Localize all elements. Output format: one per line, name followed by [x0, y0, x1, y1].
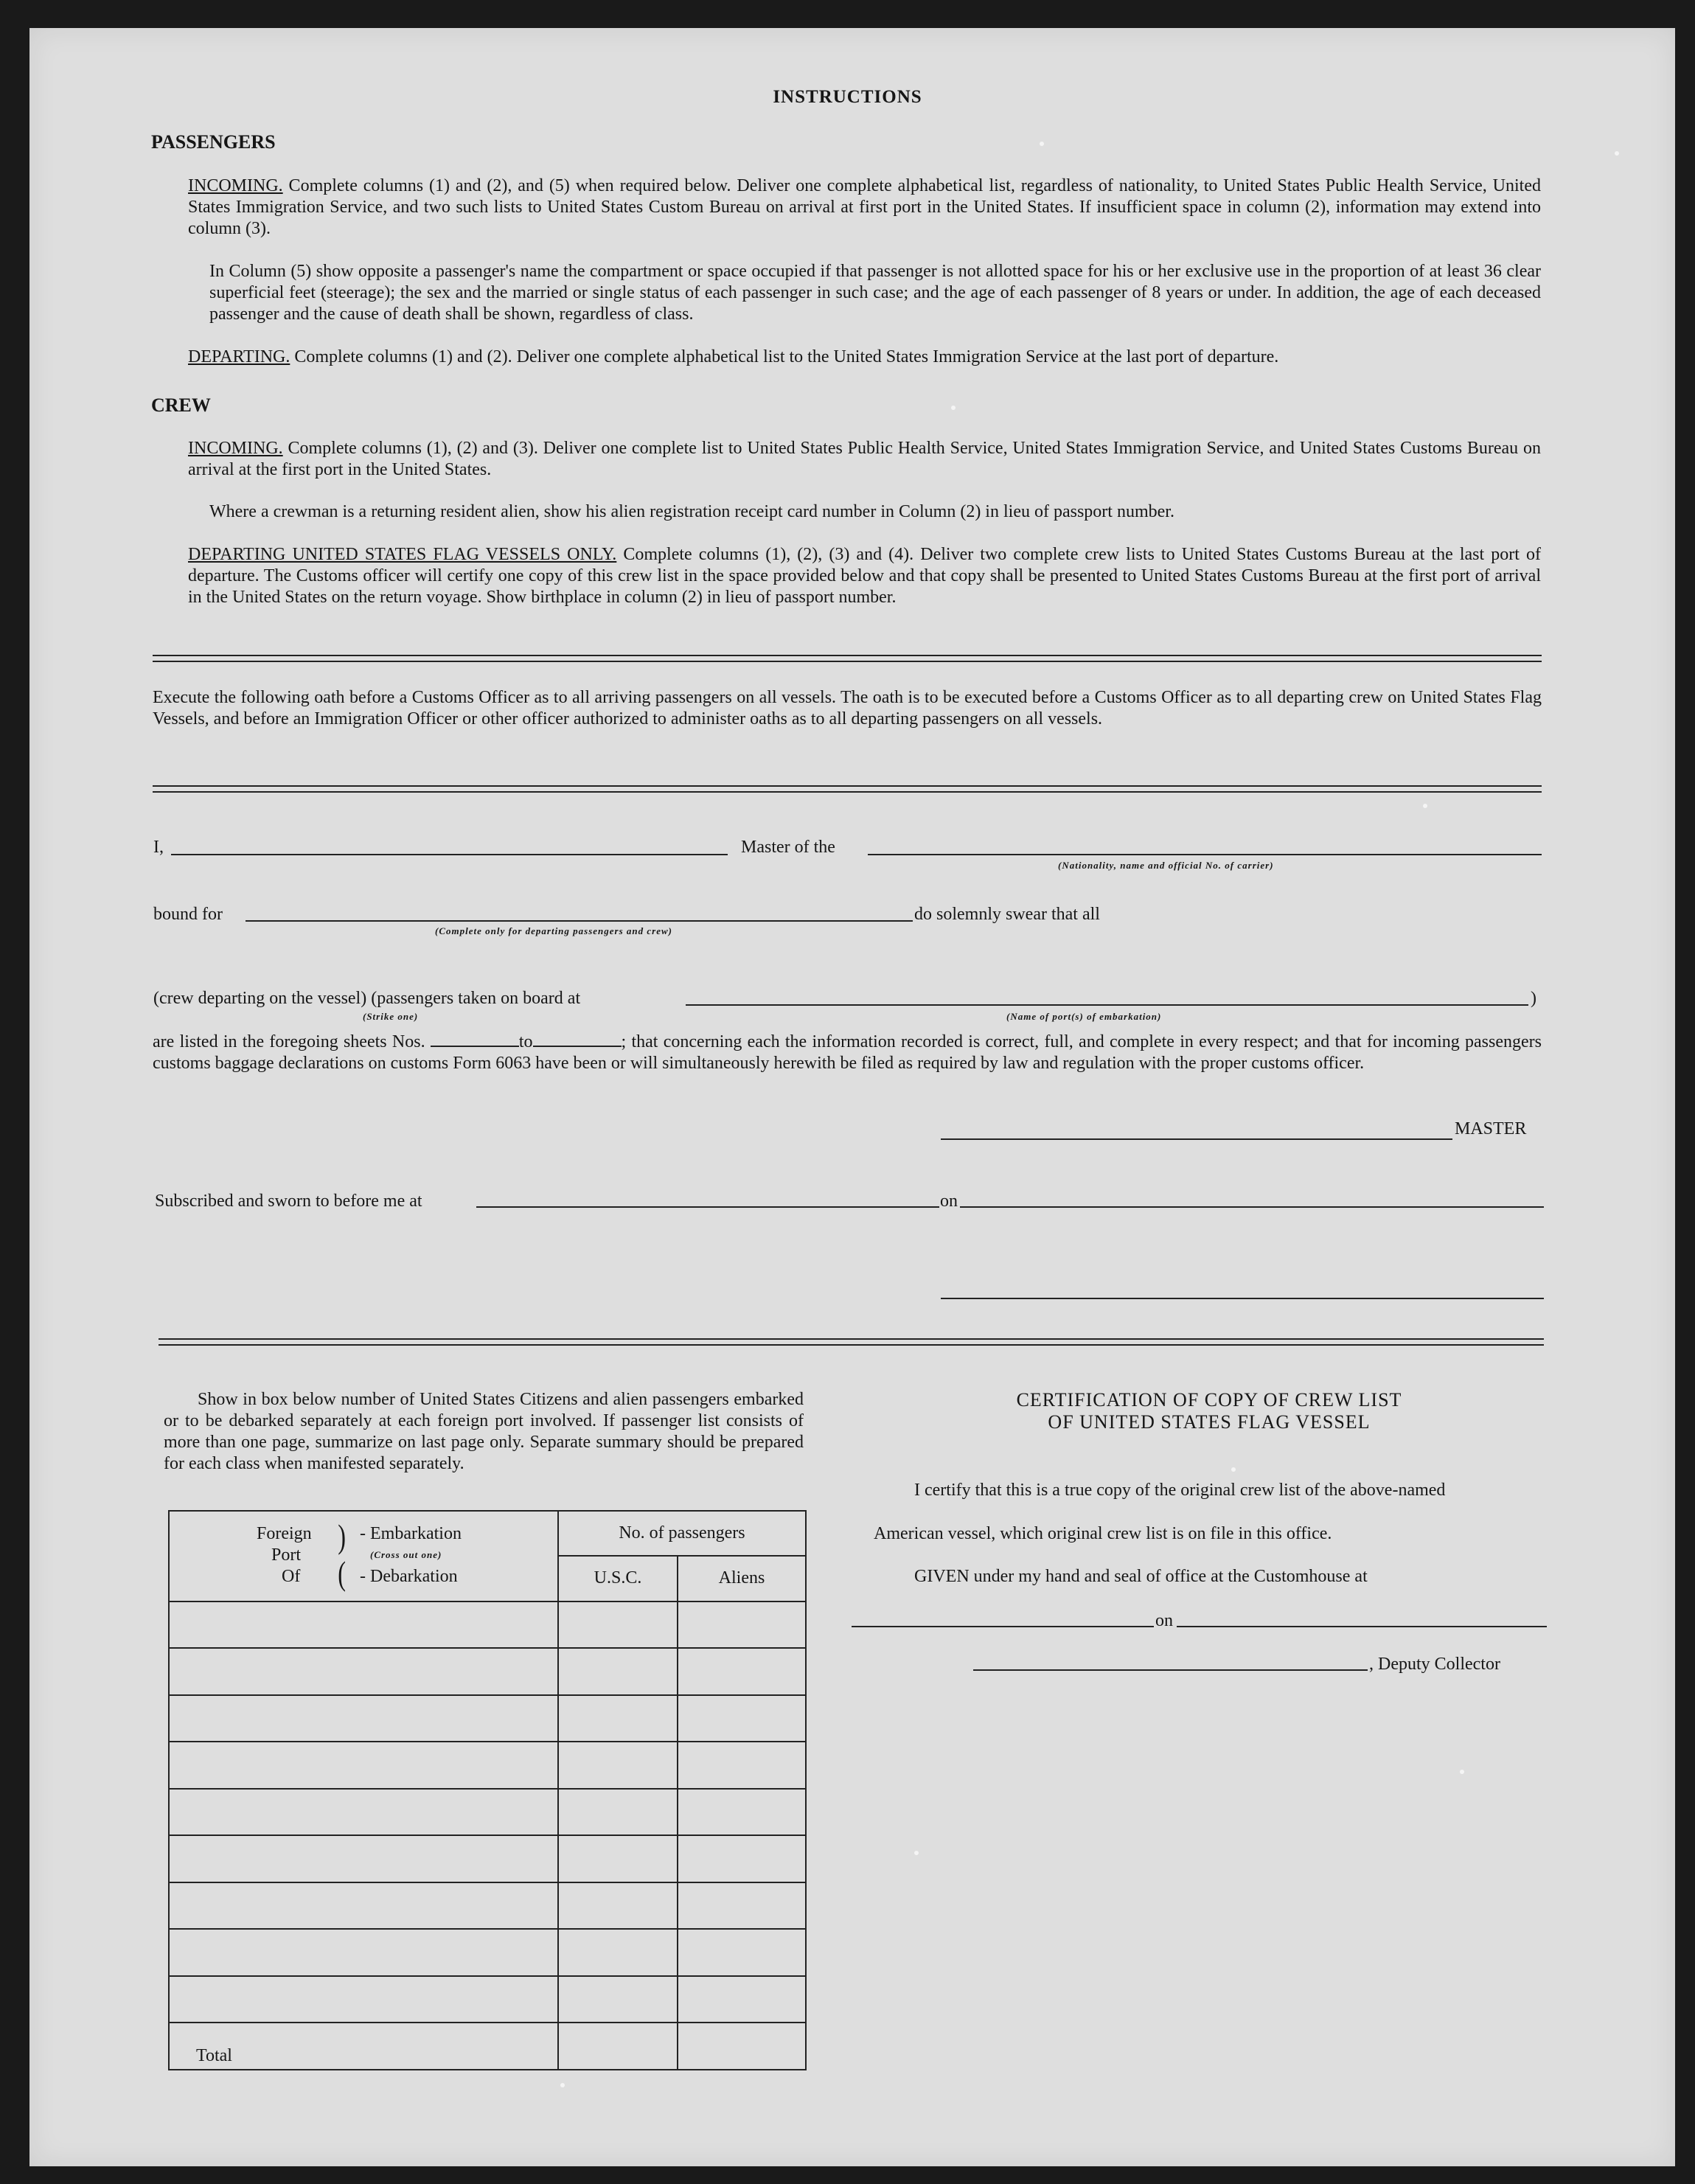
cross-out-caption: (Cross out one): [370, 1549, 442, 1561]
passengers-incoming-label: INCOMING.: [188, 176, 283, 195]
close-paren: ): [1531, 989, 1536, 1008]
port-cell[interactable]: [169, 1789, 558, 1836]
cert-on-label: on: [1155, 1611, 1173, 1630]
customhouse-field[interactable]: [852, 1626, 1154, 1627]
usc-cell[interactable]: [558, 1602, 678, 1649]
passengers-incoming-paragraph: [188, 175, 1541, 240]
usc-cell[interactable]: [558, 1929, 678, 1976]
usc-cell[interactable]: [558, 1976, 678, 2023]
passengers-departing-label: DEPARTING.: [188, 347, 290, 366]
speck: [1040, 142, 1044, 146]
certification-title-line1: CERTIFICATION OF COPY OF CREW LIST: [1016, 1389, 1402, 1411]
aliens-cell[interactable]: [678, 1602, 806, 1649]
bound-for-field[interactable]: [246, 920, 913, 922]
on-label: on: [940, 1192, 958, 1211]
divider: [153, 655, 1542, 662]
crew-incoming-text: Complete columns (1), (2) and (3). Deliver one complete list to United States Public Health Service, United States Immigration Service, and United States Customs Bureau on arrival at the first port in the United States.: [188, 439, 1541, 479]
port-cell[interactable]: [169, 1602, 558, 1649]
subscribed-label: Subscribed and sworn to before me at: [155, 1192, 422, 1211]
bound-caption: (Complete only for departing passengers and crew): [435, 925, 672, 936]
sworn-date-field[interactable]: [960, 1206, 1544, 1208]
aliens-total-cell[interactable]: [678, 2023, 806, 2070]
passengers-departing-paragraph: [188, 347, 1541, 368]
ports-field[interactable]: [686, 1004, 1528, 1006]
passenger-summary-table: [168, 1510, 807, 2070]
crew-resident-paragraph: Where a crewman is a returning resident alien, show his alien registration receipt card number in Column (2) in lieu of passport number.: [209, 502, 1174, 521]
usc-cell[interactable]: [558, 1742, 678, 1789]
crew-heading: CREW: [151, 394, 211, 416]
carrier-field[interactable]: [868, 854, 1542, 855]
port-cell[interactable]: [169, 1695, 558, 1742]
speck: [1231, 1467, 1236, 1472]
divider: [153, 785, 1542, 793]
listed-prefix: are listed in the foregoing sheets Nos.: [153, 1032, 425, 1051]
ports-caption: (Name of port(s) of embarkation): [1006, 1011, 1162, 1022]
to-label: to: [518, 1032, 533, 1051]
brace-top: ): [338, 1517, 347, 1556]
aliens-cell[interactable]: [678, 1695, 806, 1742]
crew-departing-text: Complete columns (1), (2), (3) and (4). Deliver two complete crew lists to United States Customs Bureau at the last port of departure. The Customs officer will certify one copy of this crew list in the space provided below and that copy shall be presented to United States Customs Bureau at the first port of arrival in the United States on the return voyage. Show birthplace in column (2) in lieu of passport number.: [188, 545, 1541, 607]
debarkation-label: - Debarkation: [360, 1567, 458, 1587]
of-label: Of: [282, 1567, 301, 1587]
brace-bottom: (: [338, 1554, 347, 1593]
instructions-title: INSTRUCTIONS: [773, 87, 922, 107]
port-cell[interactable]: [169, 1882, 558, 1930]
usc-cell[interactable]: [558, 1695, 678, 1742]
speck: [1423, 804, 1427, 808]
passengers-column5-paragraph: In Column (5) show opposite a passenger's name the compartment or space occupied if that passenger is not allotted space for his or her exclusive use in the proportion of at least 36 clear superficial feet (steerage); the sex and the married or single status of each passenger in such case; and the age of each passenger of 8 years or under. In addition, the age of each deceased passenger and the cause of death shall be shown, regardless of class.: [209, 262, 1541, 324]
deputy-signature-field[interactable]: [973, 1669, 1368, 1671]
deputy-collector-label: , Deputy Collector: [1369, 1655, 1500, 1674]
cert-date-field[interactable]: [1177, 1626, 1547, 1627]
i-label: I,: [153, 838, 164, 857]
aliens-cell[interactable]: [678, 1789, 806, 1836]
embarkation-label: - Embarkation: [360, 1524, 462, 1544]
aliens-cell[interactable]: [678, 1976, 806, 2023]
master-label: MASTER: [1455, 1119, 1527, 1138]
port-header-cell: [169, 1511, 558, 1602]
passengers-heading: PASSENGERS: [151, 131, 276, 153]
aliens-cell[interactable]: [678, 1648, 806, 1695]
speck: [951, 406, 956, 410]
strike-caption: (Strike one): [363, 1011, 419, 1022]
usc-cell[interactable]: [558, 1648, 678, 1695]
speck: [560, 2083, 565, 2087]
given-text: GIVEN under my hand and seal of office at the Customhouse at: [914, 1567, 1368, 1586]
passengers-departing-text: Complete columns (1) and (2). Deliver one complete alphabetical list to the United States Immigration Service at the last port of departure.: [290, 347, 1279, 366]
usc-cell[interactable]: [558, 1882, 678, 1930]
aliens-cell[interactable]: [678, 1929, 806, 1976]
crew-departing-label: (crew departing on the vessel) (passengers taken on board at: [153, 989, 581, 1008]
divider: [159, 1338, 1544, 1346]
port-cell[interactable]: [169, 1648, 558, 1695]
port-cell[interactable]: [169, 1929, 558, 1976]
carrier-caption: (Nationality, name and official No. of carrier): [1058, 860, 1274, 871]
summary-instructions: Show in box below number of United States Citizens and alien passengers embarked or to be debarked separately at each foreign port involved. If passenger list consists of more than one page, summarize on last page only. Separate summary should be prepared for each class when manifested separately.: [164, 1390, 804, 1473]
certification-title-line2: OF UNITED STATES FLAG VESSEL: [1048, 1411, 1371, 1433]
aliens-cell[interactable]: [678, 1835, 806, 1882]
officer-signature-field[interactable]: [941, 1298, 1544, 1299]
aliens-cell[interactable]: [678, 1742, 806, 1789]
crew-departing-paragraph: [188, 544, 1541, 608]
crew-incoming-paragraph: [188, 438, 1541, 481]
oath-intro: Execute the following oath before a Customs Officer as to all arriving passengers on all vessels. The oath is to be executed before a Customs Officer as to all departing crew on United States Flag Vessels, and before an Immigration Officer or other officer authorized to administer oaths as to all departing passengers on all vessels.: [153, 688, 1542, 728]
master-name-field[interactable]: [171, 854, 728, 855]
speck: [1460, 1770, 1464, 1774]
usc-cell[interactable]: [558, 1789, 678, 1836]
aliens-cell[interactable]: [678, 1882, 806, 1930]
sheet-to-field[interactable]: [533, 1031, 622, 1047]
port-cell[interactable]: [169, 1742, 558, 1789]
certification-title: [859, 1389, 1559, 1433]
swear-label: do solemnly swear that all: [914, 905, 1100, 924]
no-passengers-header: No. of passengers: [558, 1511, 806, 1556]
certify-text: I certify that this is a true copy of the original crew list of the above-named: [914, 1481, 1446, 1500]
speck: [914, 1851, 919, 1855]
usc-header: U.S.C.: [558, 1556, 678, 1601]
speck: [1615, 151, 1619, 156]
sheet-from-field[interactable]: [431, 1031, 519, 1047]
aliens-header: Aliens: [678, 1556, 806, 1601]
usc-total-cell[interactable]: [558, 2023, 678, 2070]
master-signature-field[interactable]: [941, 1138, 1452, 1140]
port-cell[interactable]: [169, 1976, 558, 2023]
sworn-place-field[interactable]: [476, 1206, 939, 1208]
american-vessel-text: American vessel, which original crew list is on file in this office.: [874, 1524, 1332, 1543]
bound-for-label: bound for: [153, 905, 223, 924]
crew-departing-label: DEPARTING UNITED STATES FLAG VESSELS ONLY.: [188, 545, 617, 564]
listed-rest: ; that concerning each the information recorded is correct, full, and complete in every respect; and that for incoming passengers customs baggage declarations on customs Form 6063 have been or will simultaneously herewith be filed as required by law and regulation with the proper customs officer.: [153, 1032, 1542, 1073]
total-cell: Total: [169, 2023, 558, 2070]
crew-incoming-label: INCOMING.: [188, 439, 283, 458]
usc-cell[interactable]: [558, 1835, 678, 1882]
port-label: Port: [271, 1545, 302, 1565]
master-of-the-label: Master of the: [741, 838, 835, 857]
listed-paragraph: [153, 1031, 1542, 1074]
port-cell[interactable]: [169, 1835, 558, 1882]
passengers-incoming-text: Complete columns (1) and (2), and (5) when required below. Deliver one complete alphabetical list, regardless of nationality, to United States Public Health Service, United States Immigration Service, and two such lists to United States Custom Bureau on arrival at first port in the United States. If insufficient space in column (2), information may extend into column (3).: [188, 176, 1541, 238]
foreign-label: Foreign: [257, 1524, 312, 1544]
